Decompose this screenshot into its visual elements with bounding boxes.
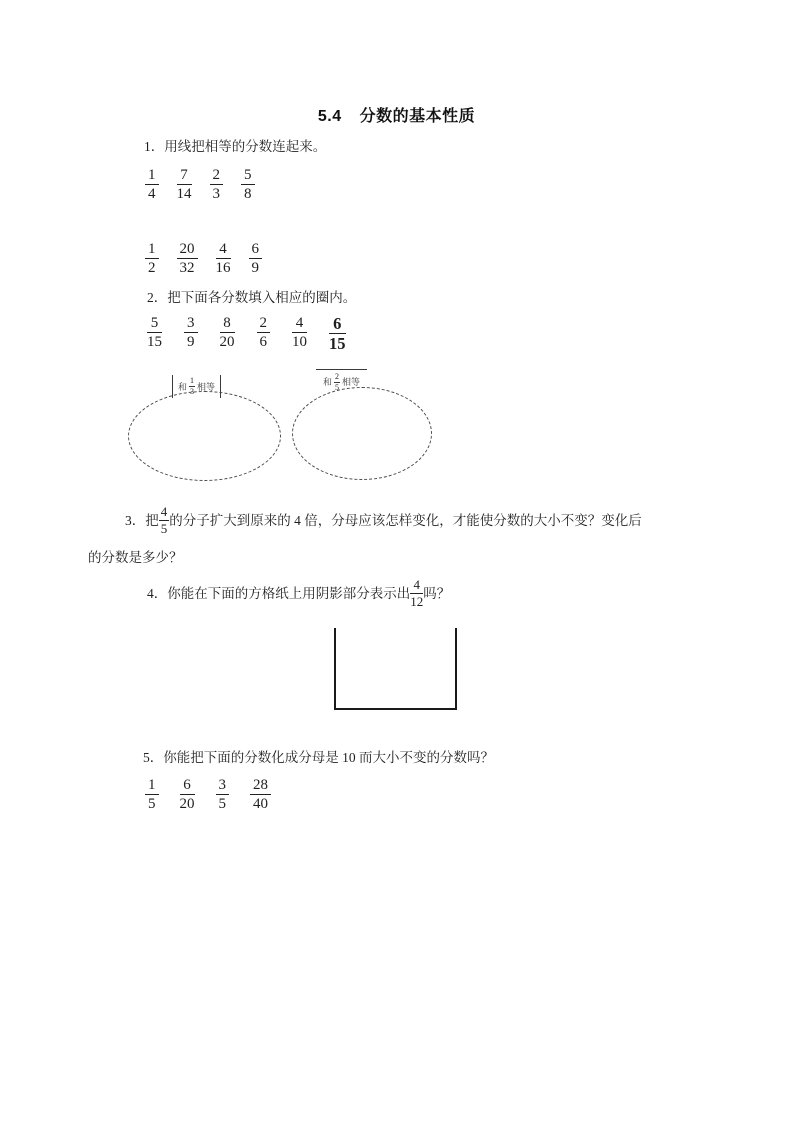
q3-lead: 3．把: [125, 513, 159, 528]
question-5-text: 5．你能把下面的分数化成分母是 10 而大小不变的分数吗？: [143, 750, 494, 765]
question-2-text: 2．把下面各分数填入相应的圈内。: [147, 290, 357, 305]
section-title: 分数的基本性质: [359, 108, 476, 125]
fraction: $\frac{5}{8}$: [241, 167, 255, 202]
fraction: $\frac{5}{15}$: [147, 315, 162, 350]
question-3-line-2: 的分数是多少？: [88, 550, 183, 565]
question-4-text: [147, 578, 450, 609]
circle2-label-fraction: $\frac{2}{5}$: [335, 372, 340, 392]
q3-fraction: $\frac{4}{5}$: [160, 504, 168, 536]
fraction: $\frac{1}{5}$: [145, 777, 159, 812]
circle1-label-fraction: $\frac{1}{3}$: [190, 376, 195, 396]
q3-line1-rest: 的分子扩大到原来的 4 倍，分母应该怎样变化，才能使分数的大小不变？变化后: [169, 513, 642, 528]
q5-fraction-row: [145, 777, 271, 812]
circle1-label: [172, 375, 221, 398]
fraction: $\frac{6}{20}$: [179, 777, 195, 812]
fraction: $\frac{6}{15}$: [329, 314, 346, 353]
fraction: $\frac{3}{5}$: [216, 777, 230, 812]
circle1-label-prefix: 和: [178, 381, 188, 392]
shading-grid-rectangle: [334, 628, 457, 710]
fraction: $\frac{3}{9}$: [184, 315, 198, 350]
fraction: $\frac{6}{9}$: [249, 241, 263, 276]
circle-equal-one-third: [128, 391, 281, 481]
circle2-label: [316, 369, 367, 392]
section-number: 5.4: [317, 108, 342, 125]
fraction: $\frac{2}{3}$: [210, 167, 224, 202]
question-3-line-1: [125, 505, 642, 536]
fraction: $\frac{4}{16}$: [215, 241, 231, 276]
q4-lead: 4．你能在下面的方格纸上用阴影部分表示出: [147, 586, 411, 601]
fraction: $\frac{4}{10}$: [292, 315, 307, 350]
q1-fraction-row-2: [145, 241, 262, 276]
fraction: $\frac{1}{2}$: [145, 241, 159, 276]
question-1-text: 1．用线把相等的分数连起来。: [144, 139, 327, 154]
fraction: $\frac{28}{40}$: [250, 777, 271, 812]
circle1-label-suffix: 相等: [197, 381, 216, 392]
q2-fraction-row: [147, 315, 346, 352]
circle2-label-suffix: 相等: [342, 377, 361, 388]
q4-tail: 吗？: [423, 586, 451, 601]
q4-fraction: $\frac{4}{12}$: [410, 577, 424, 609]
fraction: $\frac{8}{20}$: [219, 315, 235, 350]
page-title: [0, 103, 793, 126]
fraction: $\frac{7}{14}$: [176, 167, 192, 202]
fraction: $\frac{1}{4}$: [145, 167, 159, 202]
fraction: $\frac{2}{6}$: [257, 315, 271, 350]
circle-equal-two-fifths: [292, 387, 432, 480]
q1-fraction-row-1: [145, 167, 255, 202]
fraction: $\frac{20}{32}$: [177, 241, 198, 276]
circle2-label-prefix: 和: [323, 377, 333, 388]
